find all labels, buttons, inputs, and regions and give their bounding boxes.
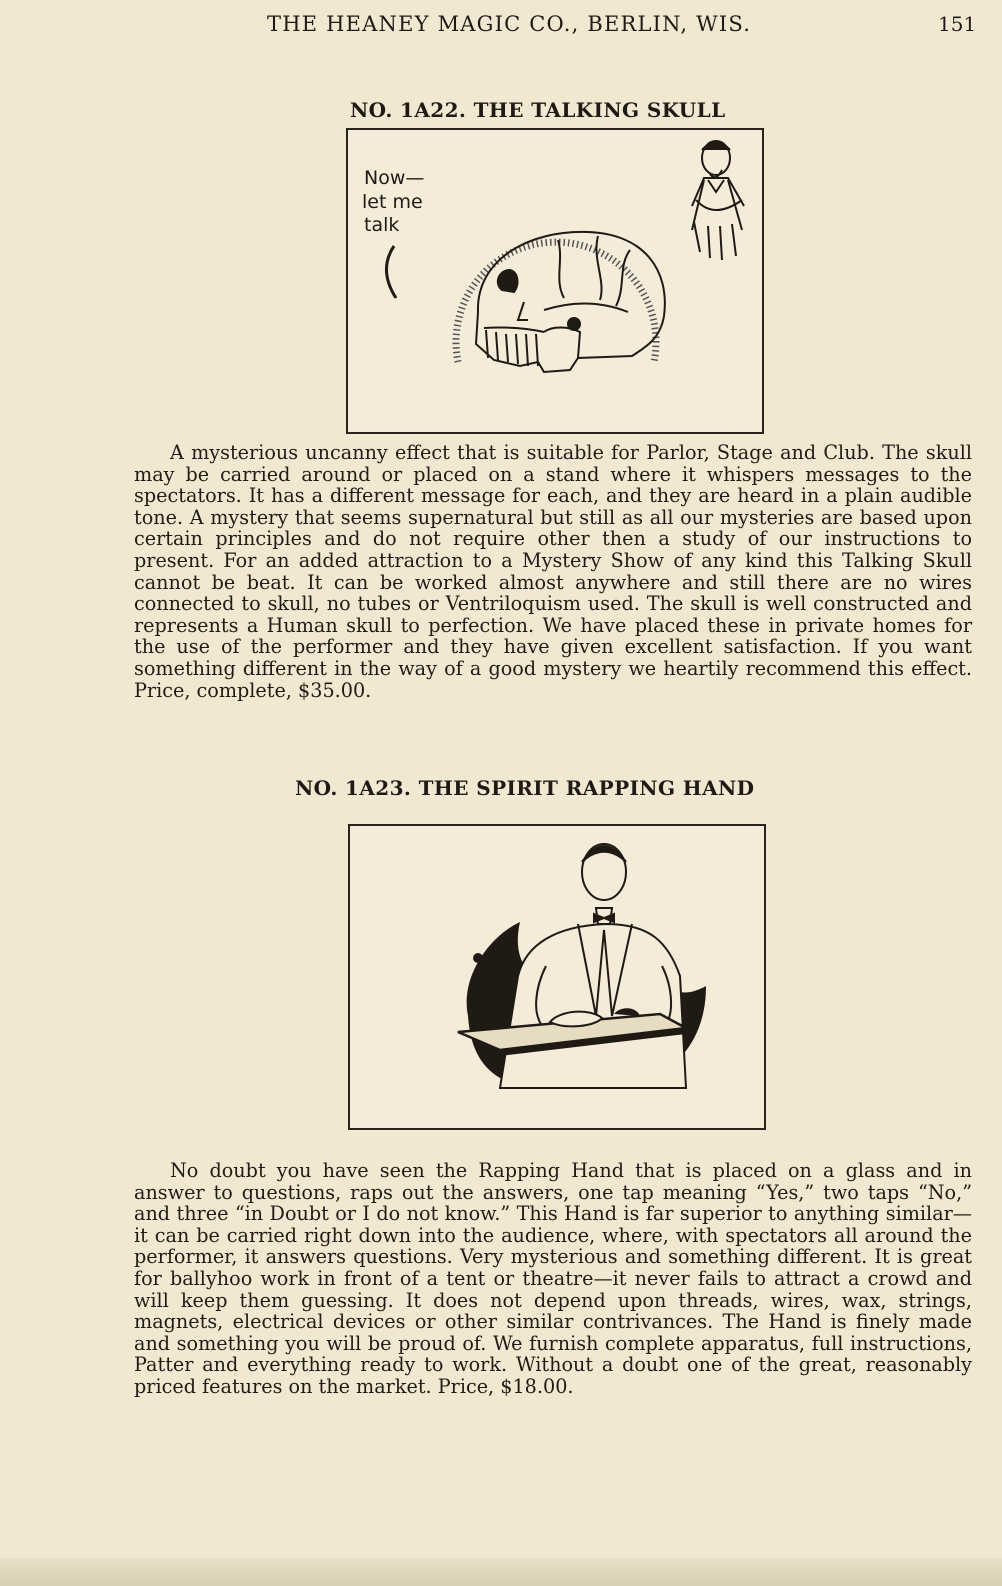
speech-line-1: Now— bbox=[364, 167, 425, 189]
magician-portrait-icon bbox=[692, 141, 744, 260]
skull-icon bbox=[476, 232, 665, 372]
performer-drawing bbox=[350, 826, 764, 1128]
item-title-spirit-rapping-hand: NO. 1A23. THE SPIRIT RAPPING HAND bbox=[295, 776, 755, 800]
spirit-rapping-hand-illustration bbox=[348, 824, 766, 1130]
page-bottom-edge bbox=[0, 1558, 1002, 1586]
item-title-talking-skull: NO. 1A22. THE TALKING SKULL bbox=[350, 98, 726, 122]
speech-line-3: talk bbox=[364, 214, 400, 236]
talking-skull-description: A mysterious uncanny effect that is suitable for Parlor, Stage and Club. The skull may be carried around or placed on a stand where it whispers messages to the spectators. It has a different message for each, and they are heard in a plain audible tone. A mystery that seems supernatural but still as all our mysteries are based upon certain principles and do not require other then a study of our instructions to present. For an added attraction to a Mystery Show of any kind this Talking Skull cannot be beat. It can be worked almost anywhere and still there are no wires connected to skull, no tubes or Ventriloquism used. The skull is well constructed and represents a Human skull to perfection. We have placed these in private homes for the use of the performer and they have given excellent satisfaction. If you want something different in the way of a good mystery we heartily recommend this effect. Price, complete, $35.00. bbox=[134, 441, 972, 702]
talking-skull-illustration bbox=[346, 128, 764, 434]
running-head: THE HEANEY MAGIC CO., BERLIN, WIS. bbox=[267, 12, 752, 36]
insect-mark bbox=[473, 953, 483, 963]
page-header bbox=[0, 8, 1002, 40]
skull-drawing bbox=[348, 130, 762, 432]
speech-line-2: let me bbox=[362, 191, 423, 213]
page-number: 151 bbox=[938, 12, 977, 36]
spirit-rapping-hand-description: No doubt you have seen the Rapping Hand that is placed on a glass and in answer to questions, raps out the answers, one tap meaning “Yes,” two taps “No,” and three “in Doubt or I do not know.” This Hand is far superior to anything similar—it can be carried right down into the audience, where, with spectators all around the performer, it answers questions. Very mysterious and something different. It is great for ballyhoo work in front of a tent or theatre—it never fails to attract a crowd and will keep them guessing. It does not depend upon threads, wires, wax, strings, magnets, electrical devices or other similar contrivances. The Hand is finely made and something you will be proud of. We furnish complete apparatus, full instructions, Patter and everything ready to work. Without a doubt one of the great, reasonably priced features on the market. Price, $18.00. bbox=[134, 1159, 972, 1398]
